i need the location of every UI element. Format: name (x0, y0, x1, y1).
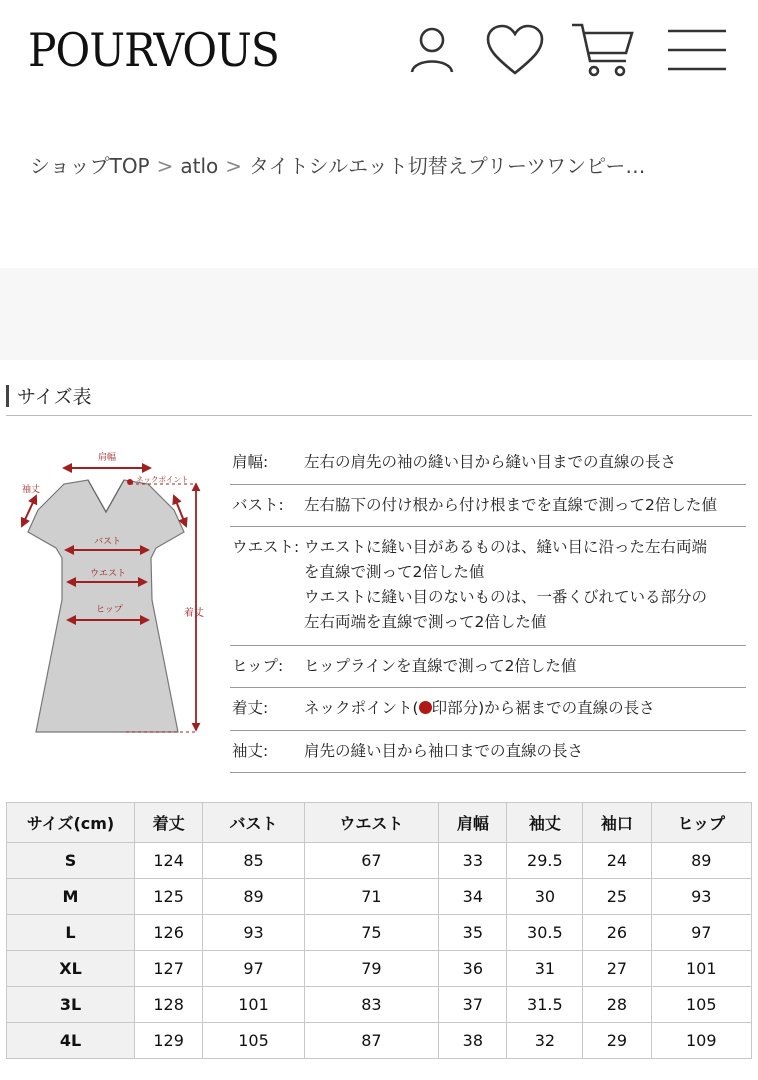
def-term: ウエスト: (232, 538, 300, 556)
def-term: バスト: (232, 496, 284, 514)
def-term: 着丈: (232, 699, 269, 717)
label-shoulder: 肩幅 (98, 453, 117, 463)
table-cell: 37 (439, 987, 507, 1023)
table-cell: 28 (583, 987, 651, 1023)
table-cell: 25 (583, 879, 651, 915)
table-cell: 31.5 (507, 987, 583, 1023)
table-cell: 105 (651, 987, 751, 1023)
table-cell: 125 (135, 879, 203, 915)
table-cell: 83 (304, 987, 439, 1023)
label-waist: ウエスト (90, 569, 127, 579)
table-cell: 30.5 (507, 915, 583, 951)
column-header: 袖口 (583, 803, 651, 843)
measurement-definitions (230, 442, 746, 773)
size-chart-image (0, 360, 758, 1080)
def-desc: 肩先の縫い目から袖口までの直線の長さ (304, 742, 584, 760)
table-cell: 126 (135, 915, 203, 951)
table-cell: 85 (203, 843, 304, 879)
table-row (7, 843, 752, 879)
table-cell: 129 (135, 1023, 203, 1059)
def-line: ウエストに縫い目があるものは、縫い目に沿った左右両端 (304, 538, 708, 556)
size-label: L (7, 915, 135, 951)
table-cell: 101 (203, 987, 304, 1023)
column-header: 着丈 (135, 803, 203, 843)
size-label: 3L (7, 987, 135, 1023)
table-row (7, 951, 752, 987)
definition-row (230, 731, 746, 773)
table-cell: 30 (507, 879, 583, 915)
breadcrumb (30, 150, 740, 179)
table-cell: 75 (304, 915, 439, 951)
def-desc (304, 535, 746, 635)
table-cell: 29 (583, 1023, 651, 1059)
table-cell: 24 (583, 843, 651, 879)
table-row (7, 879, 752, 915)
table-cell: 29.5 (507, 843, 583, 879)
table-cell: 35 (439, 915, 507, 951)
size-label: XL (7, 951, 135, 987)
table-cell: 67 (304, 843, 439, 879)
title-bar (6, 385, 9, 407)
table-cell: 36 (439, 951, 507, 987)
table-row (7, 915, 752, 951)
table-cell: 27 (583, 951, 651, 987)
dress-diagram (6, 440, 221, 770)
def-term: 肩幅: (232, 453, 269, 471)
table-cell: 38 (439, 1023, 507, 1059)
table-cell: 127 (135, 951, 203, 987)
table-cell: 31 (507, 951, 583, 987)
definition-row (230, 485, 746, 527)
site-logo[interactable]: POURVOUS (28, 23, 280, 77)
definition-row (230, 527, 746, 646)
breadcrumb-current: タイトシルエット切替えプリーツワンピー… (249, 154, 646, 178)
table-cell: 105 (203, 1023, 304, 1059)
def-desc (304, 696, 746, 721)
table-row (7, 1023, 752, 1059)
definition-row (230, 442, 746, 485)
cart-icon[interactable] (570, 20, 634, 80)
def-desc: 左右の肩先の袖の縫い目から縫い目までの直線の長さ (304, 453, 677, 471)
table-cell: 97 (651, 915, 751, 951)
table-cell: 93 (651, 879, 751, 915)
account-icon[interactable] (400, 20, 464, 80)
breadcrumb-separator: > (156, 154, 174, 178)
breadcrumb-brand[interactable]: atlo (180, 154, 219, 178)
table-cell: 71 (304, 879, 439, 915)
column-header: 肩幅 (439, 803, 507, 843)
column-header: サイズ(cm) (7, 803, 135, 843)
table-cell: 124 (135, 843, 203, 879)
def-term: ヒップ: (232, 657, 284, 675)
column-header: バスト (203, 803, 304, 843)
table-cell: 34 (439, 879, 507, 915)
breadcrumb-separator: > (225, 154, 243, 178)
table-cell: 89 (203, 879, 304, 915)
table-cell: 32 (507, 1023, 583, 1059)
neckpoint-marker-icon (419, 701, 432, 714)
label-neckpoint: ネックポイント (136, 475, 189, 484)
column-header: 袖丈 (507, 803, 583, 843)
table-cell: 33 (439, 843, 507, 879)
definition-row (230, 688, 746, 731)
size-table (6, 802, 752, 1059)
label-bust: バスト (94, 537, 122, 547)
column-header: ヒップ (651, 803, 751, 843)
size-chart-title-text: サイズ表 (17, 386, 92, 408)
site-header (0, 0, 758, 100)
label-hip: ヒップ (96, 605, 123, 615)
table-cell: 87 (304, 1023, 439, 1059)
table-row (7, 987, 752, 1023)
size-label: M (7, 879, 135, 915)
divider (6, 415, 752, 416)
def-desc: ヒップラインを直線で測って2倍した値 (304, 657, 577, 675)
menu-icon[interactable] (664, 20, 730, 80)
size-chart-title (6, 382, 91, 409)
table-cell: 101 (651, 951, 751, 987)
table-cell: 26 (583, 915, 651, 951)
table-cell: 97 (203, 951, 304, 987)
def-line: を直線で測って2倍した値 (304, 563, 485, 581)
label-length: 着丈 (184, 608, 204, 619)
table-cell: 109 (651, 1023, 751, 1059)
label-sleeve: 袖丈 (22, 485, 41, 495)
size-label: 4L (7, 1023, 135, 1059)
def-term: 袖丈: (232, 742, 269, 760)
table-cell: 89 (651, 843, 751, 879)
table-cell: 79 (304, 951, 439, 987)
column-header: ウエスト (304, 803, 439, 843)
def-line: 左右両端を直線で測って2倍した値 (304, 613, 547, 631)
heart-icon[interactable] (483, 20, 547, 80)
def-line: ウエストに縫い目のないものは、一番くびれている部分の (304, 588, 708, 606)
size-label: S (7, 843, 135, 879)
def-text: ネックポイント( (304, 699, 419, 717)
table-cell: 93 (203, 915, 304, 951)
definition-row (230, 646, 746, 688)
def-text: 印部分)から裾までの直線の長さ (431, 699, 655, 717)
breadcrumb-shop-top[interactable]: ショップTOP (30, 154, 150, 178)
def-desc: 左右脇下の付け根から付け根までを直線で測って2倍した値 (304, 496, 717, 514)
table-cell: 128 (135, 987, 203, 1023)
table-header-row (7, 803, 752, 843)
